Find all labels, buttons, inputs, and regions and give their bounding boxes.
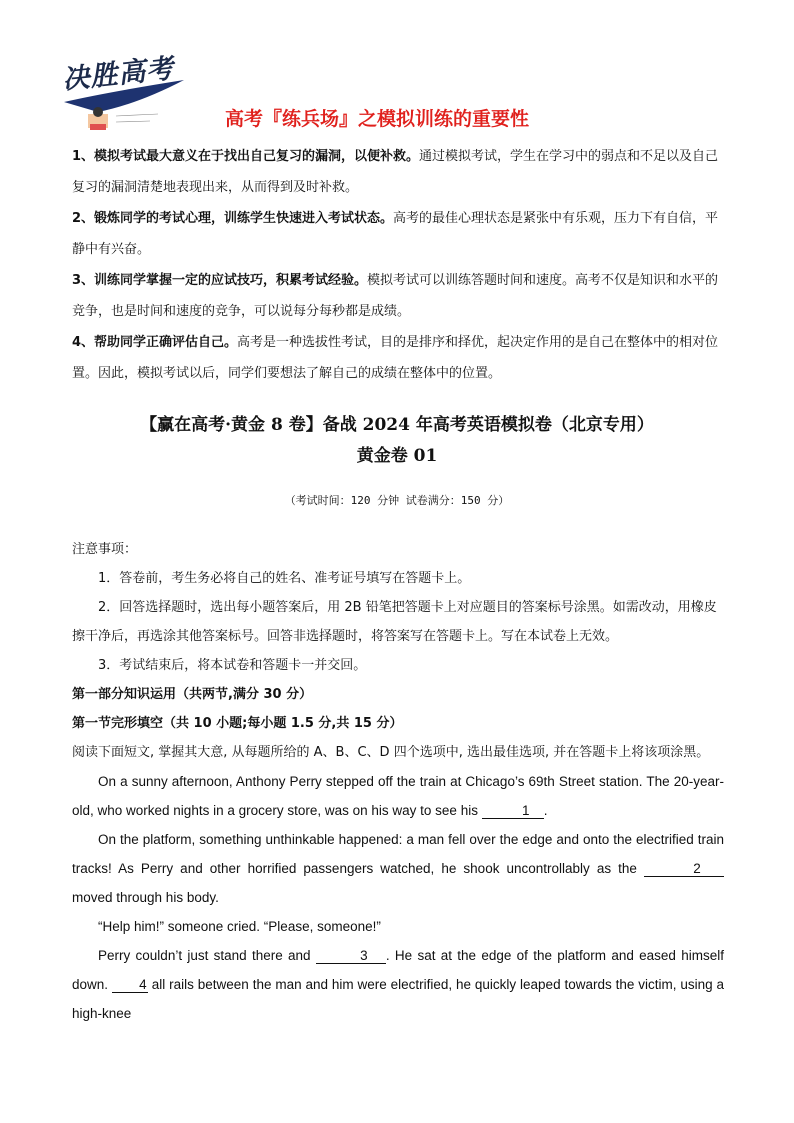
notice-item-3: 3．考试结束后，将本试卷和答题卡一并交回。 (98, 658, 367, 673)
part-heading: 第一部分知识运用（共两节,满分 30 分） (72, 687, 313, 702)
header-title: 高考『练兵场』之模拟训练的重要性 (225, 108, 530, 130)
blank-4: 4 (112, 978, 148, 993)
notice-heading: 注意事项： (72, 542, 138, 557)
passage-paragraph-3: “Help him!” someone cried. “Please, someone!” (98, 919, 381, 934)
passage-paragraph-1: On a sunny afternoon, Anthony Perry stepped off the train at Chicago’s 69th Street station. The 20-year-old, who worked nights in a grocery store, was on his way to see his 1 . (72, 774, 724, 818)
passage-paragraph-2: On the platform, something unthinkable happened: a man fell over the edge and onto the electrified train tracks! As Perry and other horrified passengers watched, he shook uncontrollably as the 2 moved through his body. (72, 832, 724, 905)
intro-item-2: 2、锻炼同学的考试心理，训练学生快速进入考试状态。高考的最佳心理状态是紧张中有乐观，压力下有自信，平静中有兴奋。 (72, 211, 719, 257)
exam-info: （考试时间：120 分钟 试卷满分：150 分） (284, 494, 510, 507)
notice-item-1: 1．答卷前，考生务必将自己的姓名、准考证号填写在答题卡上。 (98, 571, 471, 586)
intro-item-1: 1、模拟考试最大意义在于找出自己复习的漏洞，以便补救。通过模拟考试，学生在学习中的弱点和不足以及自己复习的漏洞清楚地表现出来，从而得到及时补救。 (72, 149, 719, 195)
exam-body (72, 535, 724, 1028)
logo-text: 决胜高考 (61, 53, 176, 96)
exam-subtitle: 黄金卷 01 (356, 446, 438, 466)
blank-1: 1 (482, 804, 544, 819)
section-heading: 第一节完形填空（共 10 小题;每小题 1.5 分,共 15 分） (72, 716, 403, 731)
blank-3: 3 (316, 949, 386, 964)
intro-item-3: 3、训练同学掌握一定的应试技巧，积累考试经验。模拟考试可以训练答题时间和速度。高考不仅是知识和水平的竞争，也是时间和速度的竞争，可以说每分每秒都是成绩。 (72, 273, 719, 319)
intro-item-4: 4、帮助同学正确评估自己。高考是一种选拔性考试，目的是排序和择优，起决定作用的是自己在整体中的相对位置。因此，模拟考试以后，同学们要想法了解自己的成绩在整体中的位置。 (72, 335, 719, 381)
exam-title: 【赢在高考·黄金 8 卷】备战 2024 年高考英语模拟卷（北京专用） (140, 415, 654, 435)
intro-list (72, 141, 724, 389)
notice-item-2: 2．回答选择题时，选出每小题答案后，用 2B 铅笔把答题卡上对应题目的答案标号涂黑。如需改动，用橡皮擦干净后，再选涂其他答案标号。回答非选择题时，将答案写在答题卡上。写在本试卷上无效。 (72, 600, 717, 644)
blank-2: 2 (644, 862, 724, 877)
section-instructions: 阅读下面短文, 掌握其大意, 从每题所给的 A、B、C、D 四个选项中, 选出最佳选项, 并在答题卡上将该项涂黑。 (72, 745, 710, 760)
logo (58, 52, 190, 140)
passage-paragraph-4: Perry couldn’t just stand there and 3 . He sat at the edge of the platform and eased himself down. 4 all rails between the man and him were electrified, he quickly leaped towards the victim, using a high-knee (72, 948, 724, 1021)
